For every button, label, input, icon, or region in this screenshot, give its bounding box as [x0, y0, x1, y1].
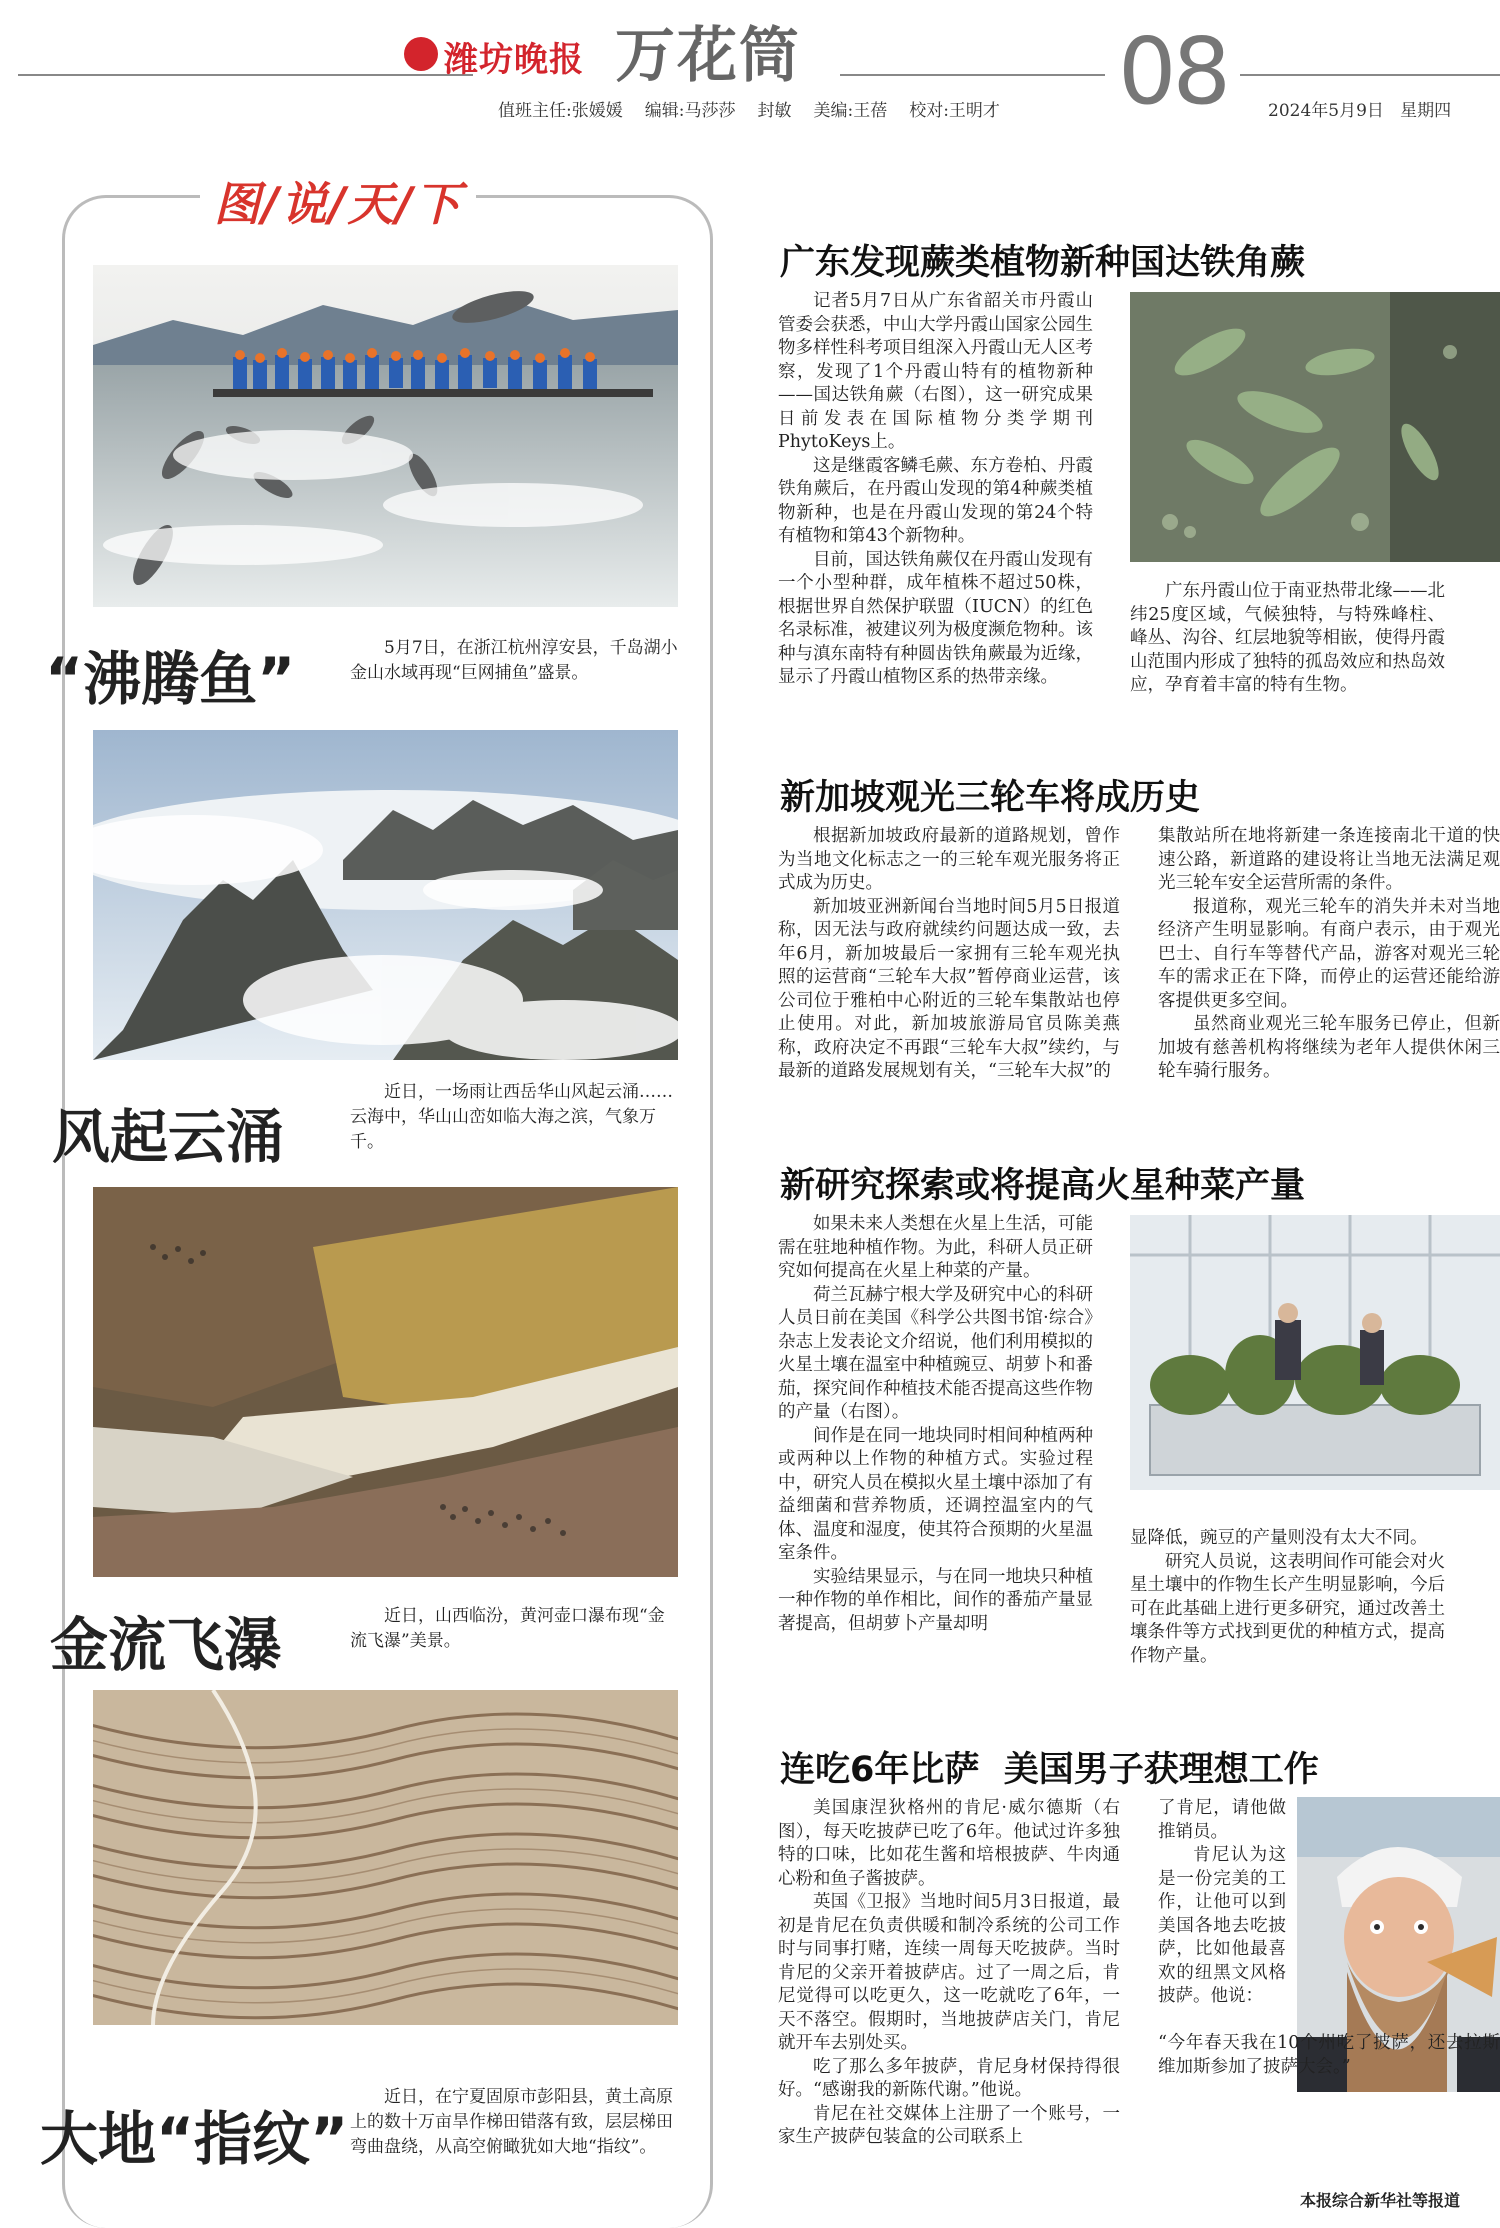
newspaper-logo-icon	[404, 37, 438, 71]
paragraph: 荷兰瓦赫宁根大学及研究中心的科研人员日前在美国《科学公共图书馆·综合》杂志上发表论文介绍说，他们利用模拟的火星土壤在温室中种植豌豆、胡萝卜和番茄，探究间作种植技术能否提高这些作物的产量（右图）。	[778, 1284, 1093, 1422]
paragraph: “今年春天我在10个州吃了披萨，还去拉斯维加斯参加了披萨大会。”	[1158, 2033, 1500, 2077]
photo-caption-boiling-fish: 5月7日，在浙江杭州淳安县，千岛湖小金山水域再现“巨网捕鱼”盛景。	[350, 638, 678, 683]
staff-duty-editor: 值班主任:张媛媛	[498, 101, 623, 121]
photo-huashan-clouds	[93, 730, 678, 1060]
article-headline-fern: 广东发现蕨类植物新种国达铁角蕨	[780, 243, 1306, 283]
gallery-title: 图/说/天/下	[214, 177, 463, 231]
dateline	[1268, 96, 1451, 121]
photo-caption-terraced-fields: 近日，在宁夏固原市彭阳县，黄土高原上的数十万亩旱作梯田错落有致，层层梯田弯曲盘绕，从高空俯瞰犹如大地“指纹”。	[350, 2087, 673, 2157]
paragraph: 了肯尼，请他做推销员。	[1158, 1798, 1286, 1842]
article-body-pizza-col2	[1158, 1797, 1286, 2009]
paragraph: 虽然商业观光三轮车服务已停止，但新加坡有慈善机构将继续为老年人提供休闲三轮车骑行服务。	[1158, 1014, 1500, 1081]
staff-proofreader: 校对:王明才	[909, 101, 1000, 121]
paragraph: 吃了那么多年披萨，肯尼身材保持得很好。“感谢我的新陈代谢。”他说。	[778, 2056, 1120, 2100]
paragraph: 美国康涅狄格州的肯尼·威尔德斯（右图），每天吃披萨已吃了6年。他试过许多独特的口味，比如花生酱和培根披萨、牛肉通心粉和鱼子酱披萨。	[778, 1798, 1120, 1889]
paragraph: 根据新加坡政府最新的道路规划，曾作为当地文化标志之一的三轮车观光服务将正式成为历史。	[778, 826, 1120, 893]
article-body-mars-col2	[1130, 1527, 1445, 1668]
article-body-pizza-col1	[778, 1797, 1120, 2150]
paragraph: 间作是在同一地块同时相间种植两种或两种以上作物的种植方式。实验过程中，研究人员在模拟火星土壤中添加了有益细菌和营养物质，还调控温室内的气体、温度和湿度，使其符合预期的火星温室条件。	[778, 1425, 1093, 1563]
paragraph: 集散站所在地将新建一条连接南北干道的快速公路，新道路的建设将让当地无法满足观光三轮车安全运营所需的条件。	[1158, 826, 1500, 893]
photo-title-hukou-waterfall: 金流飞瀑	[50, 1611, 283, 1679]
gallery-title-wrap	[200, 168, 476, 234]
photo-terraced-fields	[93, 1690, 678, 2025]
paragraph: 研究人员说，这表明间作可能会对火星土壤中的作物生长产生明显影响，今后可在此基础上进行更多研究，通过改善土壤条件等方式找到更优的种植方式，提高作物产量。	[1130, 1551, 1445, 1666]
paragraph: 如果未来人类想在火星上生活，可能需在驻地种植作物。为此，科研人员正研究如何提高在火星上种菜的产量。	[778, 1214, 1093, 1281]
paragraph: 英国《卫报》当地时间5月3日报道，最初是肯尼在负责供暖和制冷系统的公司工作时与同事打赌，连续一周每天吃披萨。当时肯尼的父亲开着披萨店。过了一周之后，肯尼觉得可以吃更久，这一吃就吃了6年，一天不落空。假期时，当地披萨店关门，肯尼就开车去别处买。	[778, 1892, 1120, 2053]
article-body-mars-col1	[778, 1213, 1093, 1636]
photo-caption-huashan-clouds: 近日，一场雨让西岳华山风起云涌……云海中，华山山峦如临大海之滨，气象万千。	[350, 1082, 673, 1152]
paragraph: 新加坡亚洲新闻台当地时间5月5日报道称，因无法与政府就续约问题达成一致，去年6月，新加坡最后一家拥有三轮车观光执照的运营商“三轮车大叔”暂停商业运营，该公司位于雅柏中心附近的三轮车集散站也停止使用。对此，新加坡旅游局官员陈美燕称，政府决定不再跟“三轮车大叔”续约，与最新的道路发展规划有关，“三轮车大叔”的	[778, 896, 1120, 1081]
paragraph: 广东丹霞山位于南亚热带北缘——北纬25度区域，气候独特，与特殊峰柱、峰丛、沟谷、红层地貌等相嵌，使得丹霞山范围内形成了独特的孤岛效应和热岛效应，孕育着丰富的特有生物。	[1130, 581, 1445, 695]
section-title: 万花筒	[615, 21, 801, 91]
newspaper-name: 潍坊晚报	[444, 40, 584, 80]
photo-boiling-fish	[93, 265, 678, 607]
photo-fern	[1130, 292, 1500, 562]
issue-weekday: 星期四	[1400, 101, 1452, 121]
paragraph: 这是继霞客鳞毛蕨、东方卷柏、丹霞铁角蕨后，在丹霞山发现的第4种蕨类植物新种，也是在丹霞山发现的第24个特有植物和第43个新物种。	[778, 455, 1093, 546]
masthead-rule-far-right	[1240, 74, 1500, 76]
photo-mars-greenhouse	[1130, 1215, 1500, 1490]
article-body-fern-col1	[778, 290, 1093, 690]
issue-date: 2024年5月9日	[1268, 101, 1384, 121]
article-body-pizza-tail	[1158, 2032, 1500, 2079]
paragraph: 肯尼在社交媒体上注册了一个账号，一家生产披萨包装盒的公司联系上	[778, 2103, 1120, 2147]
article-headline-pizza: 连吃6年比萨 美国男子获理想工作	[780, 1750, 1319, 1790]
article-body-trishaw-col1	[778, 825, 1120, 1084]
paragraph: 显降低，豌豆的产量则没有太大不同。	[1130, 1528, 1428, 1548]
paragraph: 实验结果显示，与在同一地块只种植一种作物的单作相比，间作的番茄产量显著提高，但胡萝卜产量却明	[778, 1566, 1093, 1634]
paragraph: 记者5月7日从广东省韶关市丹霞山管委会获悉，中山大学丹霞山国家公园生物多样性科考项目组深入丹霞山无人区考察，发现了1个丹霞山特有的植物新种——国达铁角蕨（右图），这一研究成果日前发表在国际植物分类学期刊PhytoKeys上。	[778, 291, 1093, 452]
masthead-rule-left	[18, 74, 473, 76]
paragraph: 报道称，观光三轮车的消失并未对当地经济产生明显影响。有商户表示，由于观光巴士、自行车等替代产品，游客对观光三轮车的需求正在下降，而停止的运营还能给游客提供更多空间。	[1158, 896, 1500, 1011]
staff-editor: 编辑:马莎莎	[644, 101, 736, 121]
photo-title-terraced-fields: 大地“指纹”	[40, 2105, 349, 2173]
photo-title-boiling-fish: “沸腾鱼”	[45, 645, 296, 713]
article-body-fern-col2	[1130, 580, 1445, 698]
photo-hukou-waterfall	[93, 1187, 678, 1577]
staff-editor-2: 封敏	[757, 101, 792, 121]
staff-list	[498, 96, 1022, 121]
masthead-rule-right	[840, 74, 1105, 76]
photo-caption-hukou-waterfall: 近日，山西临汾，黄河壶口瀑布现“金流飞瀑”美景。	[350, 1606, 665, 1651]
photo-title-huashan-clouds: 风起云涌	[52, 1103, 285, 1171]
paragraph: 目前，国达铁角蕨仅在丹霞山发现有一个小型种群，成年植株不超过50株，根据世界自然保护联盟（IUCN）的红色名录标准，被建议列为极度濒危物种。该种与滇东南特有种圆齿铁角蕨最为近缘，显示了丹霞山植物区系的热带亲缘。	[778, 549, 1093, 687]
paragraph: 肯尼认为这是一份完美的工作，让他可以到美国各地去吃披萨，比如他最喜欢的纽黑文风格披萨。他说：	[1158, 1845, 1286, 2006]
source-credit: 本报综合新华社等报道	[1300, 2191, 1461, 2210]
staff-art-editor: 美编:王蓓	[813, 101, 888, 121]
page-number: 08	[1118, 18, 1228, 125]
article-body-trishaw-col2	[1158, 825, 1500, 1084]
article-headline-mars: 新研究探索或将提高火星种菜产量	[780, 1166, 1306, 1206]
article-headline-trishaw: 新加坡观光三轮车将成历史	[780, 778, 1201, 818]
